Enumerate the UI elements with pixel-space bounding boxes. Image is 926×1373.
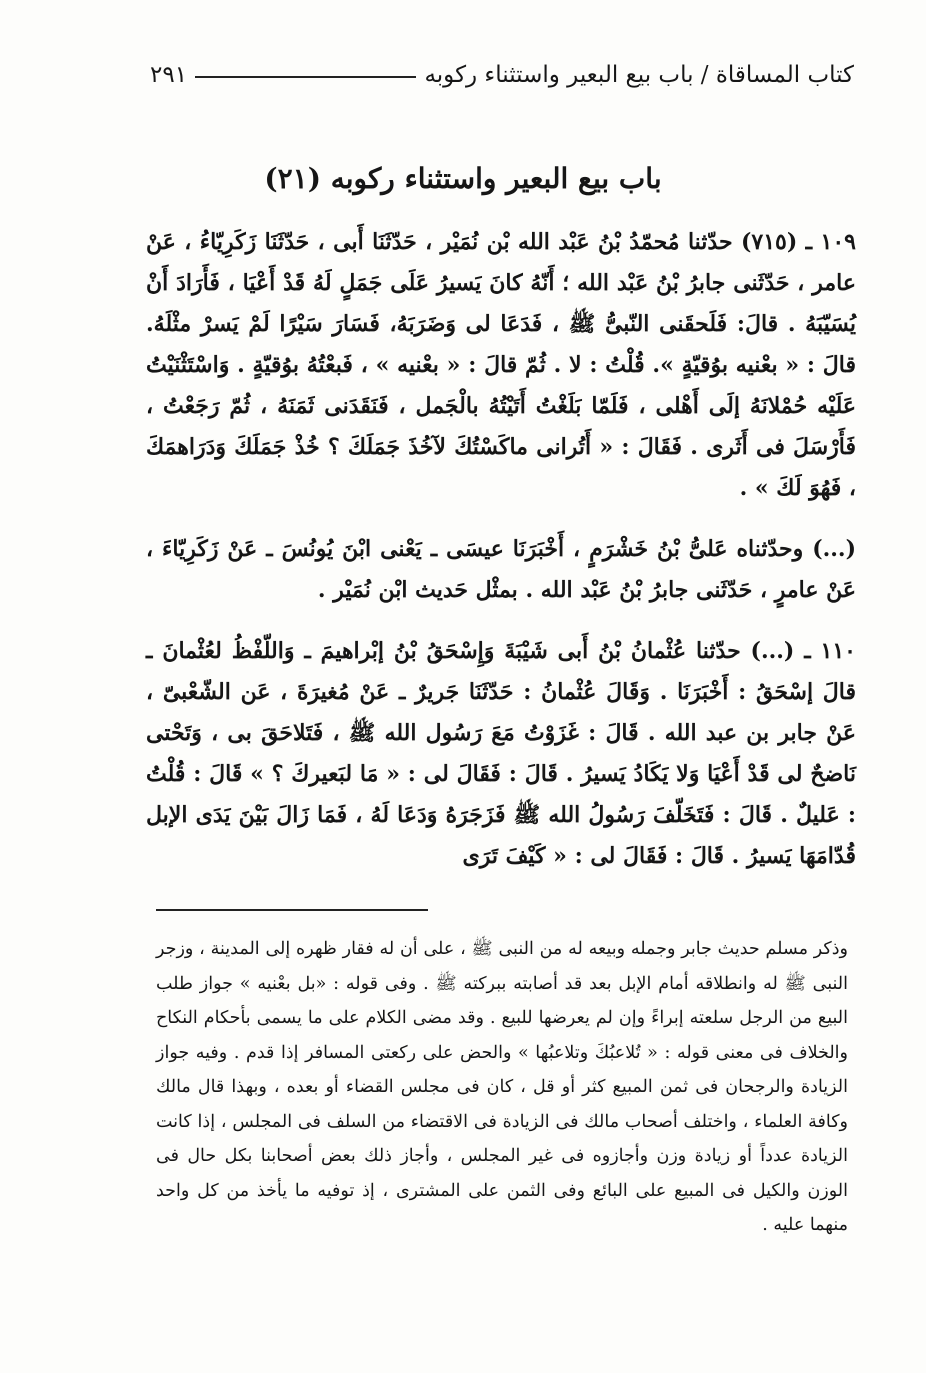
page-number: ٢٩١: [150, 62, 188, 88]
running-title: كتاب المساقاة / باب بيع البعير واستثناء ركوبه: [424, 62, 854, 88]
running-header: [150, 58, 854, 92]
hadith-paragraph: ١٠٩ ـ (٧١٥) حدّثنا مُحمّدُ بْنُ عَبْد الله بْن نُمَيْر ، حَدّثَنَا أَبى ، حَدّثَنَا زَكَرِيّاءُ ، عَنْ عامر ، حَدّثَنى جابرُ بْنُ عَبْد الله ؛ أَنّهُ كانَ يَسيرُ عَلَى جَمَلٍ لَهُ قَدْ أَعْيَا ، فَأَرَادَ أَنْ يُسَيّبَهُ . قالَ: فَلَحقَنى النّبىُّ ﷺ ، فَدَعَا لى وَضَرَبَهُ، فَسَارَ سَيْرًا لَمْ يَسرْ مثْلَهُ. قالَ : « بعْنيه بوُقيّةٍ ». قُلْتُ : لا . ثُمّ قالَ : « بعْنيه » ، فَبعْتُهُ بوُقيّةٍ . وَاسْتَثْنَيْتُ عَلَيْه حُمْلانَهُ إلَى أَهْلى ، فَلَمّا بَلَغْتُ أَتَيْتُهُ بالْجَمل ، فَنَقَدَنى ثَمَنَهُ ، ثُمّ رَجَعْتُ ، فَأَرْسَلَ فى أَثَرى . فَقَالَ : « أَتُرانى ماكَسْتُكَ لآخُذَ جَمَلَكَ ؟ خُذْ جَمَلَكَ وَدَرَاهمَكَ ، فَهُوَ لَكَ » .: [146, 229, 856, 501]
hadith-paragraph: (...) وحدّثناه عَلىُّ بْنُ خَشْرَمٍ ، أَخْبَرَنَا عيسَى ـ يَعْنى ابْنَ يُونُسَ ـ عَنْ زَكَرِيّاءَ ، عَنْ عامرٍ ، حَدّثَنى جابرُ بْنُ عَبْد الله . بمثْل حَديث ابْن نُمَيْر .: [146, 536, 856, 603]
hadith-text: [146, 222, 856, 877]
footnote-separator: [156, 909, 428, 911]
footnote-paragraph: وذكر مسلم حديث جابر وجمله وبيعه له من النبى ﷺ ، على أن له فقار ظهره إلى المدينة ، وزجر النبى ﷺ له وانطلاقه أمام الإبل بعد قد أصابته ببركته ﷺ . وفى قوله : «بل بعْنيه » جواز طلب البيع من الرجل سلعته إبراءً وإن لم يعرضها للبيع . وقد مضى الكلام على ما يسمى بأحكام النكاح والخلاف فى معنى قوله : « تُلاعبُكَ وتلاعبُها » والحض على ركعتى المسافر إذا قدم . وفيه جواز الزيادة والرجحان فى ثمن المبيع كثر أو قل ، كان فى مجلس القضاء أو بعده ، وبهذا قال مالك وكافة العلماء ، واختلف أصحاب مالك فى الزيادة فى الاقتضاء من السلف فى المجلس ، إذا كانت الزيادة عدداً أو زيادة وزن وأجازوه فى غير المجلس ، وأجاز ذلك بعض أصحابنا بكل حال فى الوزن والكيل فى المبيع على البائع وفى الثمن على المشترى ، إذ توفيه ما يأخذ من كل واحد منهما عليه .: [156, 939, 848, 1235]
hadith-paragraph: ١١٠ ـ (...) حدّثنا عُثْمانُ بْنُ أَبى شَيْبَةَ وَإِسْحَقُ بْنُ إبْراهيمَ ـ وَاللّفْظُ لعُثْمانَ ـ قالَ إسْحَقُ : أَخْبَرَنَا . وَقَالَ عُثْمانُ : حَدّثَنَا جَريرٌ ـ عَنْ مُغيرَةَ ، عَن الشّعْبىّ ، عَنْ جابر بن عبد الله . قَالَ : غَزَوْتُ مَعَ رَسُول الله ﷺ ، فَتَلاحَقَ بى ، وَتَحْتى نَاضحٌ لى قَدْ أَعْيَا وَلا يَكَادُ يَسيرُ . قَالَ : فَقَالَ لى : « مَا لبَعيركَ ؟ » قَالَ : قُلْتُ : عَليلٌ . قَالَ : فَتَخَلّفَ رَسُولُ الله ﷺ فَزَجَرَهُ وَدَعَا لَهُ ، فَمَا زَالَ بَيْنَ يَدَى الإبل قُدّامَهَا يَسيرُ . قَالَ : فَقَالَ لى : « كَيْفَ تَرَى: [146, 638, 856, 869]
footnote: [156, 932, 848, 1243]
header-rule: [195, 76, 416, 78]
chapter-heading: (٢١) باب بيع البعير واستثناء ركوبه: [264, 162, 662, 195]
